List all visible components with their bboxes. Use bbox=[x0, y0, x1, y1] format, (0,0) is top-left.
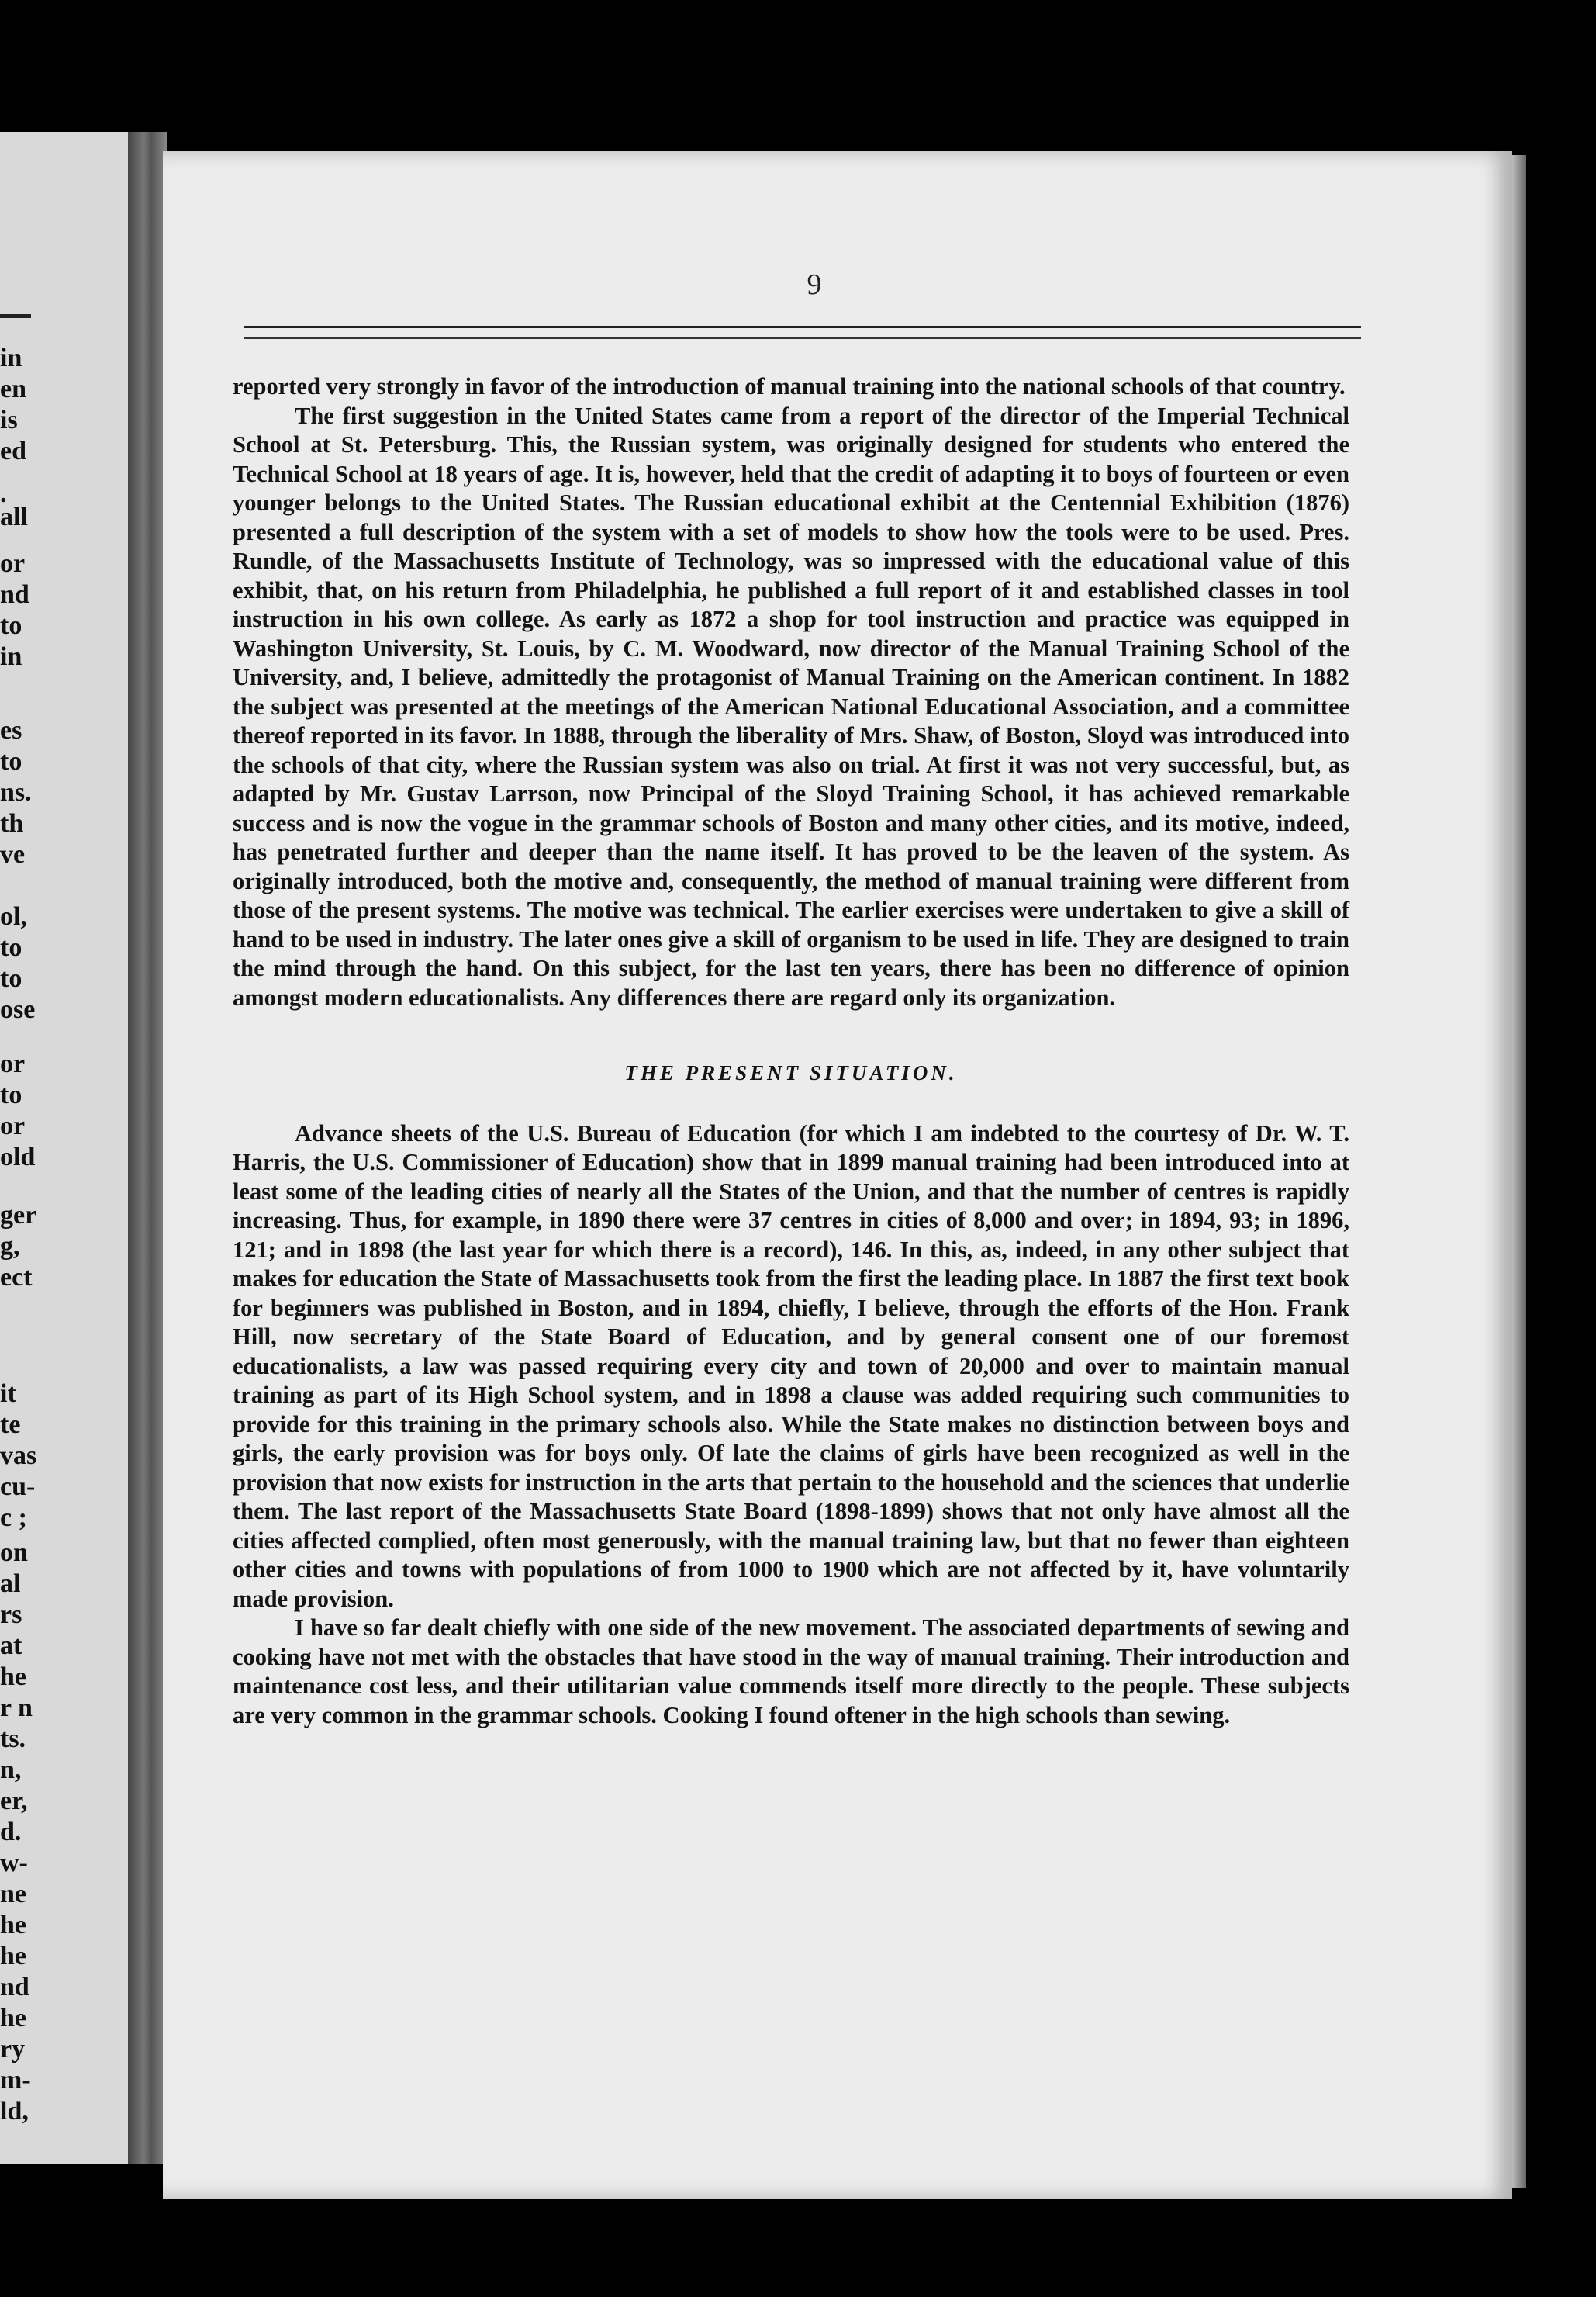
left-page-fragment: ose bbox=[0, 995, 36, 1024]
left-page-fragment: he bbox=[0, 1942, 26, 1970]
left-page-fragment: er, bbox=[0, 1787, 28, 1815]
left-page-fragment: w- bbox=[0, 1849, 28, 1877]
paragraph-3: Advance sheets of the U.S. Bureau of Education (for which I am indebted to the courtesy of Dr. W. T. Harris, the U.S. Commissioner of Education) show that in 1899 manual training had been introduced into at least some of the leading cities of nearly all the States of the Union, and that the number of centres is rapidly increasing. Thus, for example, in 1890 there were 37 centres in cities of 8,000 and over; in 1894, 93; in 1896, 121; and in 1898 (the last year for which there is a record), 146. In this, as, indeed, in any other subject that makes for education the State of Massachusetts took from the first the leading place. In 1887 the first text book for beginners was published in Boston, and in 1894, chiefly, I believe, through the efforts of the Hon. Frank Hill, now secretary of the State Board of Education, and by general consent one of our foremost educationalists, a law was passed requiring every city and town of 20,000 and over to maintain manual training as part of its High School system, and in 1898 a clause was added requiring such communities to provide for this training in the primary schools also. While the State makes no distinction between boys and girls, the early provision was for boys only. Of late the claims of girls have been recognized as well in the provision that now exists for instruction in the arts that pertain to the household and the sciences that underlie them. The last report of the Massachusetts State Board (1898-1899) shows that not only have almost all the cities affected complied, often most generously, with the manual training law, but that no fewer than eighteen other cities and towns with populations of from 1000 to 1900 which are not affected by it, have voluntarily made provision. bbox=[233, 1119, 1349, 1612]
left-page-fragment: to bbox=[0, 933, 22, 962]
paragraph-4: I have so far dealt chiefly with one side of the new movement. The associated departments of sewing and cooking have not met with the obstacles that have stood in the way of manual training. Their introduction and maintenance cost less, and their utilitarian value commends itself more directly to the people. These subjects are very common in the grammar schools. Cooking I found oftener in the high schools than sewing. bbox=[233, 1614, 1349, 1728]
left-page-fragment: g, bbox=[0, 1232, 20, 1261]
left-page-fragment: vas bbox=[0, 1441, 37, 1470]
left-page-fragment: ns. bbox=[0, 778, 32, 807]
left-page-fragment: to bbox=[0, 747, 22, 776]
left-page-fragment: ect bbox=[0, 1263, 33, 1292]
section-heading: THE PRESENT SITUATION. bbox=[624, 1061, 958, 1085]
left-page-fragment: to bbox=[0, 964, 22, 993]
left-page-fragment: nd bbox=[0, 580, 29, 609]
left-page-fragment: it bbox=[0, 1379, 16, 1408]
left-page-fragment: m- bbox=[0, 2066, 31, 2095]
left-page-fragment: he bbox=[0, 1662, 26, 1691]
page-body bbox=[233, 372, 1349, 1730]
left-page-fragment: or bbox=[0, 549, 26, 578]
left-page-rule bbox=[0, 314, 31, 318]
left-page-fragment: . bbox=[0, 479, 7, 508]
page-number: 9 bbox=[807, 268, 822, 301]
left-page-fragment: c ; bbox=[0, 1503, 27, 1532]
left-page-fragment: te bbox=[0, 1410, 21, 1439]
left-page-fragment: al bbox=[0, 1569, 21, 1598]
left-page-fragment: en bbox=[0, 375, 26, 403]
left-page-edge bbox=[0, 132, 136, 2164]
left-page-fragment: ger bbox=[0, 1201, 37, 1230]
left-page-fragment: or bbox=[0, 1112, 26, 1140]
left-page-fragment: to bbox=[0, 1081, 22, 1109]
left-page-fragment: r n bbox=[0, 1693, 33, 1722]
left-page-fragment: cu- bbox=[0, 1472, 36, 1501]
page-edge-shadow bbox=[1512, 155, 1526, 2188]
left-page-fragment: in bbox=[0, 642, 22, 671]
left-page-fragment: to bbox=[0, 611, 22, 640]
left-page-fragment: in bbox=[0, 344, 22, 372]
left-page-fragment: th bbox=[0, 809, 24, 838]
left-page-fragment: is bbox=[0, 406, 18, 434]
left-page-fragment: he bbox=[0, 1911, 26, 1939]
left-page-fragment: es bbox=[0, 716, 22, 745]
paragraph-2: The first suggestion in the United States came from a report of the director of the Imperial Technical School at St. Petersburg. This, the Russian system, was originally designed for students who entered the Technical School at 18 years of age. It is, however, held that the credit of adapting it to boys of fourteen or even younger belongs to the United States. The Russian educational exhibit at the Centennial Exhibition (1876) presented a full description of the system with a set of models to show how the tools were to be used. Pres. Rundle, of the Massachusetts Institute of Technology, was so impressed with the educational value of this exhibit, that, on his return from Philadelphia, he published a full report of it and established classes in tool instruction in his own college. As early as 1872 a shop for tool instruction and practice was equipped in Washington University, St. Louis, by C. M. Woodward, now director of the Manual Training School of the University, and, I believe, admittedly the protagonist of Manual Training on the American continent. In 1882 the subject was presented at the meetings of the American National Educational Association, and a committee thereof reported in its favor. In 1888, through the liberality of Mrs. Shaw, of Boston, Sloyd was introduced into the schools of that city, where the Russian system was also on trial. At first it was not very successful, but, as adapted by Mr. Gustav Larrson, now Principal of the Sloyd Training School, it has achieved remarkable success and is now the vogue in the grammar schools of Boston and many other cities, and its motive, indeed, has penetrated further and deeper than the name itself. It has proved to be the leaven of the system. As originally introduced, both the motive and, consequently, the method of manual training were different from those of the present systems. The motive was technical. The earlier exercises were undertaken to give a skill of hand to be used in industry. The later ones give a skill of organism to be used in life. They are designed to train the mind through the hand. On this subject, for the last ten years, there has been no difference of opinion amongst modern educationalists. Any differences there are regard only its organization. bbox=[233, 402, 1349, 1011]
left-page-fragment: he bbox=[0, 2004, 26, 2032]
paragraph-1: reported very strongly in favor of the introduction of manual training into the national schools of that country. bbox=[233, 373, 1346, 400]
header-rule bbox=[244, 326, 1361, 339]
left-page-fragment: ts. bbox=[0, 1724, 26, 1753]
left-page-fragment: rs bbox=[0, 1600, 22, 1629]
book-gutter bbox=[128, 132, 167, 2164]
left-page-fragment: ed bbox=[0, 437, 26, 465]
left-page-fragment: ld, bbox=[0, 2097, 29, 2126]
left-page-fragment: old bbox=[0, 1143, 36, 1171]
left-page-fragment: or bbox=[0, 1050, 26, 1078]
left-page-fragment: ne bbox=[0, 1880, 26, 1908]
left-page-fragment: all bbox=[0, 503, 28, 531]
left-page-fragment: on bbox=[0, 1538, 28, 1567]
left-page-fragment: ve bbox=[0, 840, 26, 869]
left-page-fragment: d. bbox=[0, 1818, 22, 1846]
left-page-fragment: ry bbox=[0, 2035, 26, 2063]
left-page-fragment: ol, bbox=[0, 902, 27, 931]
left-page-fragment: at bbox=[0, 1631, 22, 1660]
left-page-fragment: nd bbox=[0, 1973, 29, 2001]
left-page-fragment: n, bbox=[0, 1756, 22, 1784]
